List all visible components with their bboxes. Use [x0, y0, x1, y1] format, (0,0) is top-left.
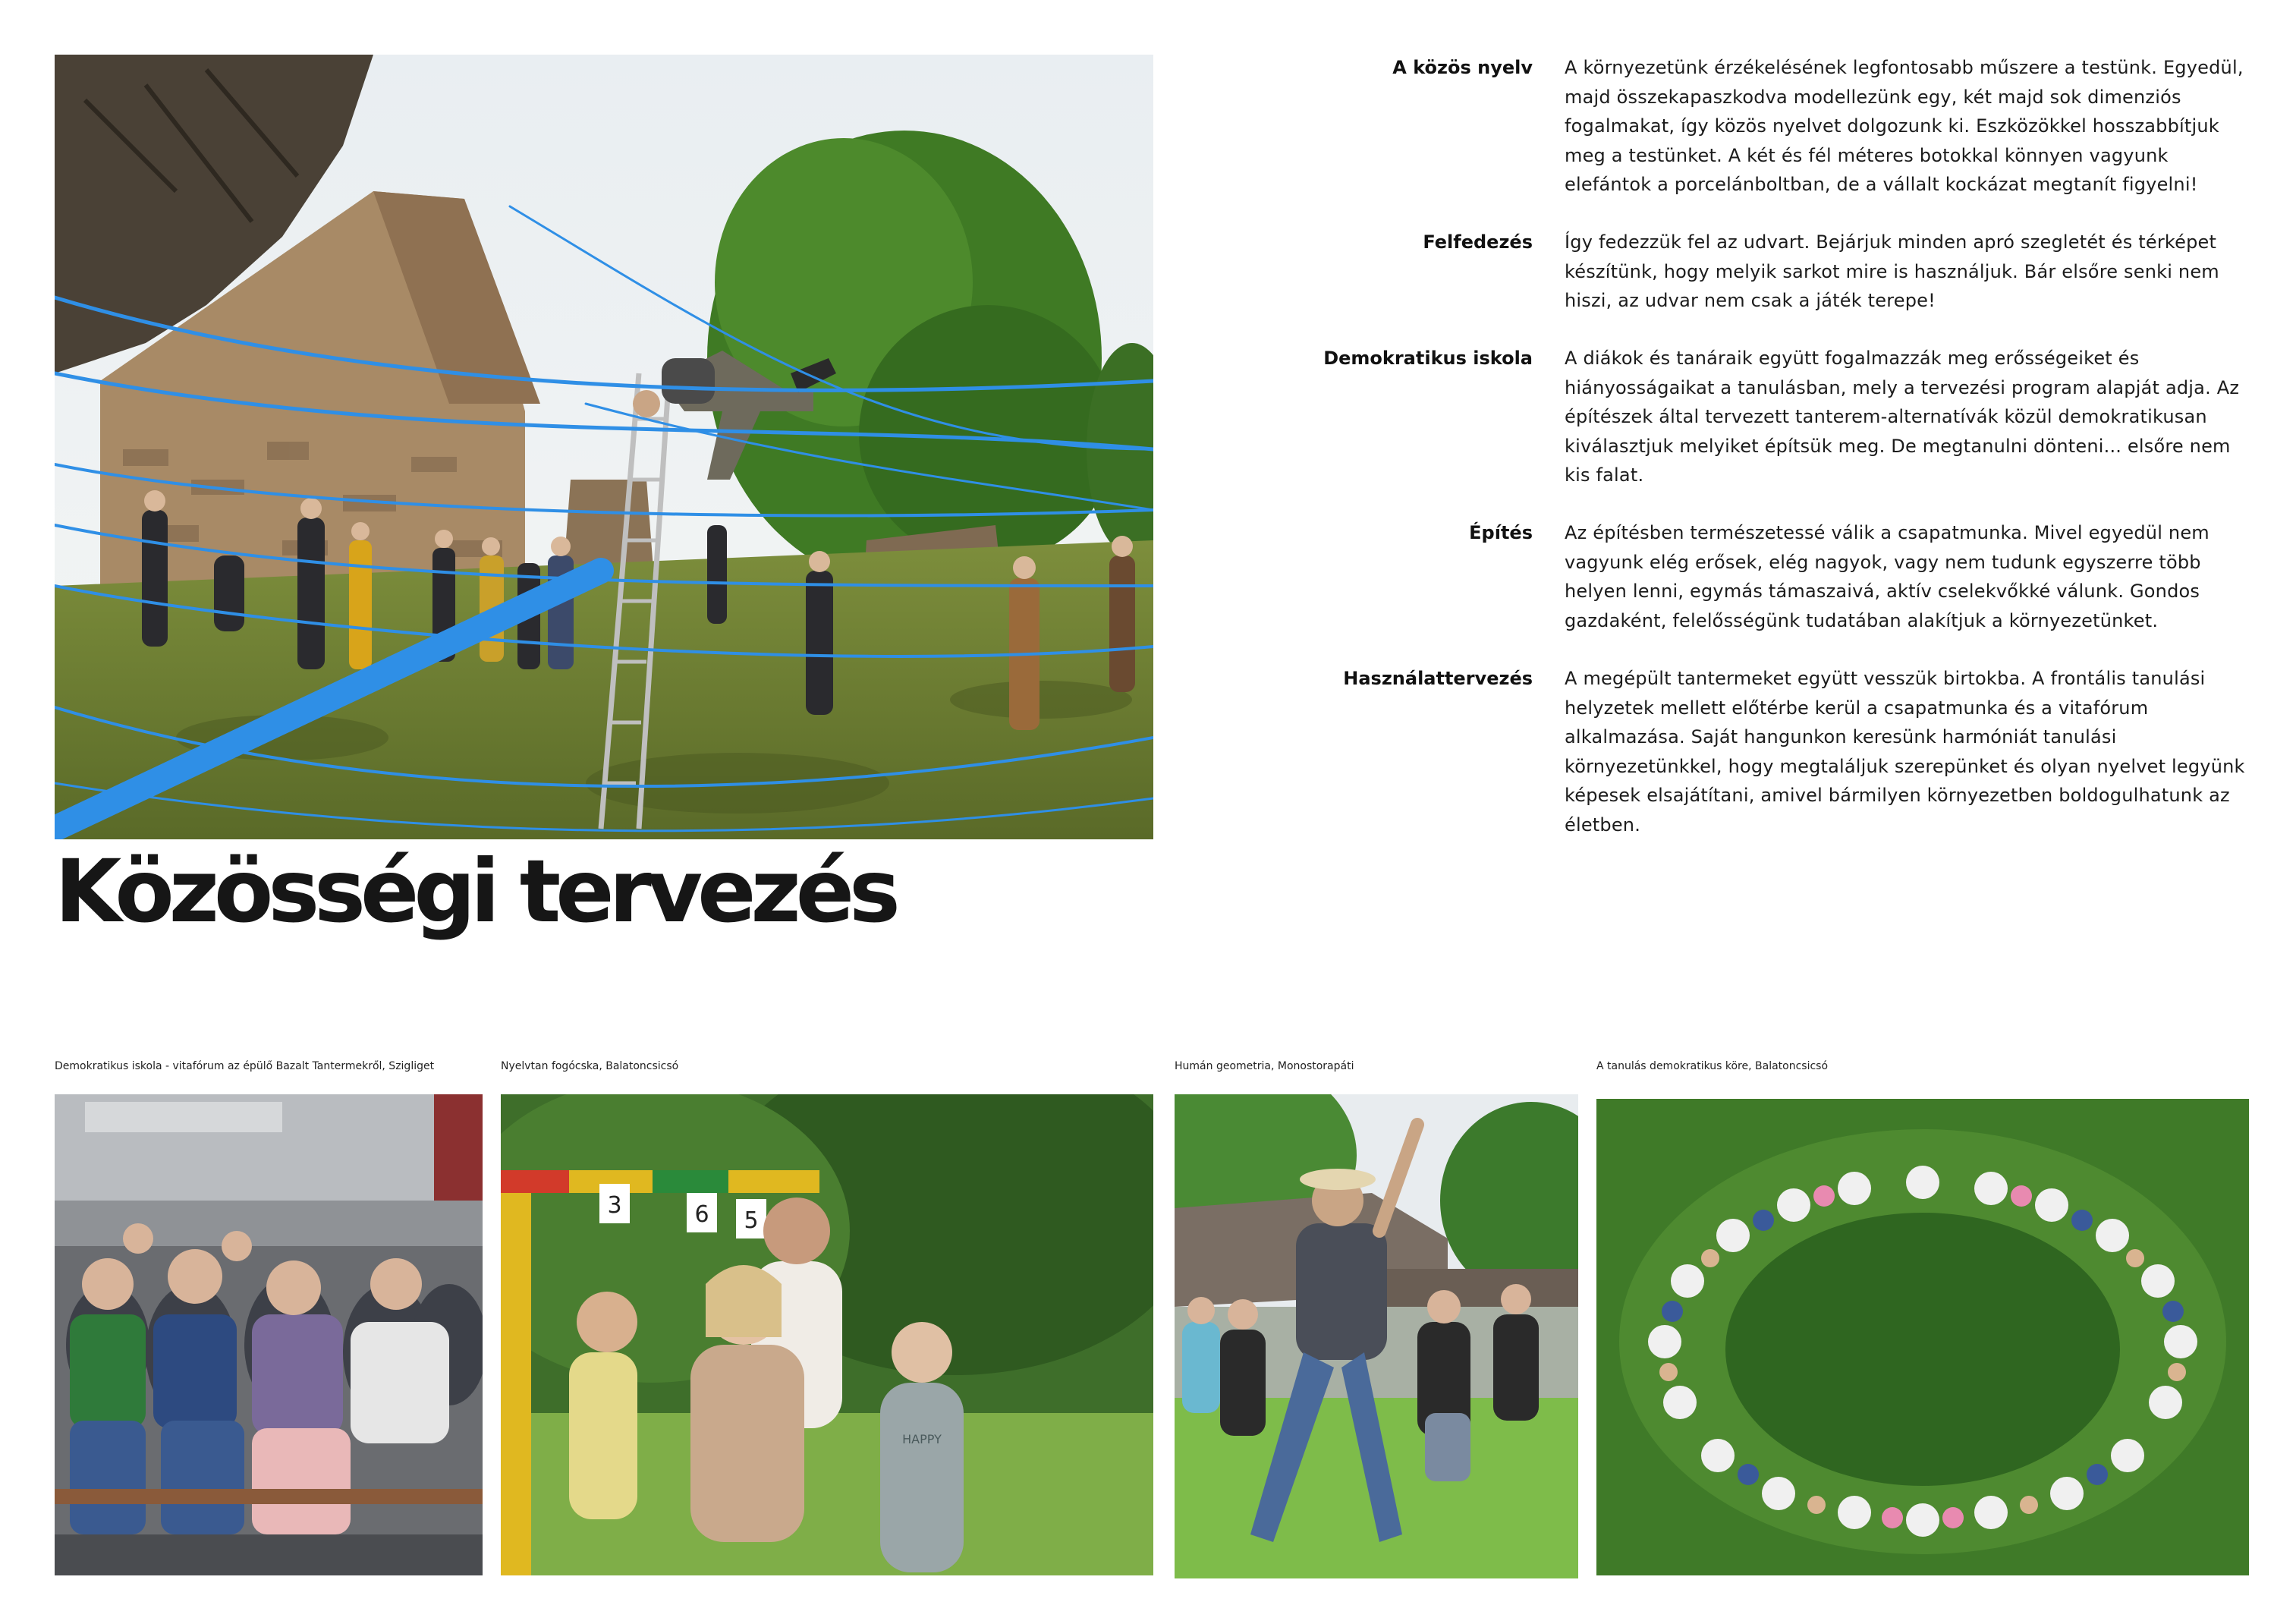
number-card-2: 6: [694, 1201, 709, 1228]
photo-demokratikus-kor: [1596, 1099, 2249, 1575]
section-label-kozos-nyelv: A közös nyelv: [1392, 57, 1533, 78]
section-text-demokratikus-iskola: A diákok és tanáraik együtt fogalmazzák meg erősségeiket és hiányosságaikat a tanulásban, mely a tervezési program alapját adja. Az építészek által tervezett tanterem-alternatívák közül demokratikusan kiválasztjuk melyiket építsük meg. De megtanulni dönteni... elsőre nem kis falat.: [1565, 348, 2240, 486]
section-text-hasznalattervezes: A megépült tantermeket együtt vesszük birtokba. A frontális tanulási helyzetek mellett előtérbe kerül a csapatmunka és a vitafórum alkalmazása. Saját hangunkon keresünk harmóniát tanulási környezetünkkel, hogy megtaláljuk szerepünket és olyan nyelvet legyünk képesek elsajátítani, amivel bármilyen környezetben boldogulhatunk az életben.: [1565, 668, 2245, 836]
number-card-3: 5: [744, 1207, 759, 1234]
section-label-felfedezes: Felfedezés: [1423, 231, 1533, 253]
main-photo-rope-course: [55, 55, 1153, 839]
caption-demokratikus-kor: A tanulás demokratikus köre, Balatoncsicsó: [1596, 1060, 1829, 1072]
caption-classroom: Demokratikus iskola - vitafórum az épülő Bazalt Tantermekről, Szigliget: [55, 1060, 435, 1072]
page-title: Közösségi tervezés: [55, 841, 895, 942]
photo-nyelvtan-fogocska: [501, 1094, 1153, 1575]
section-label-hasznalattervezes: Használattervezés: [1343, 668, 1533, 689]
photo-classroom: [55, 1094, 483, 1575]
caption-human-geometria: Humán geometria, Monostorapáti: [1175, 1060, 1354, 1072]
section-text-kozos-nyelv: A környezetünk érzékelésének legfontosabb műszere a testünk. Egyedül, majd összekapaszkodva modellezünk egy, két majd sok dimenziós fogalmakat, így közös nyelvet dolgozunk ki. Eszközökkel hosszabbítjuk meg a testünket. A két és fél méteres botokkal könnyen vagyunk elefántok a porcelánboltban, de a vállalt kockázat megtanít figyelni!: [1565, 57, 2244, 195]
photo-human-geometria: [1175, 1094, 1578, 1578]
shirt-text: HAPPY: [902, 1432, 942, 1446]
section-label-epites: Építés: [1469, 522, 1533, 543]
section-text-epites: Az építésben természetessé válik a csapatmunka. Mivel egyedül nem vagyunk elég erősek, elég nagyok, vagy nem tudunk egyszerre több helyen lenni, egymás támaszaivá, aktív cselekvőkké válunk. Gondos gazdaként, felelősségünk tudatában alakítjuk a környezetünket.: [1565, 522, 2210, 631]
section-text-felfedezes: Így fedezzük fel az udvart. Bejárjuk minden apró szegletét és térképet készítünk, hogy melyik sarkot mire is használjuk. Bár elsőre senki nem hiszi, az udvar nem csak a játék terepe!: [1565, 231, 2219, 311]
caption-nyelvtan-fogocska: Nyelvtan fogócska, Balatoncsicsó: [501, 1060, 679, 1072]
number-card-1: 3: [607, 1192, 622, 1219]
section-label-demokratikus-iskola: Demokratikus iskola: [1323, 348, 1533, 369]
